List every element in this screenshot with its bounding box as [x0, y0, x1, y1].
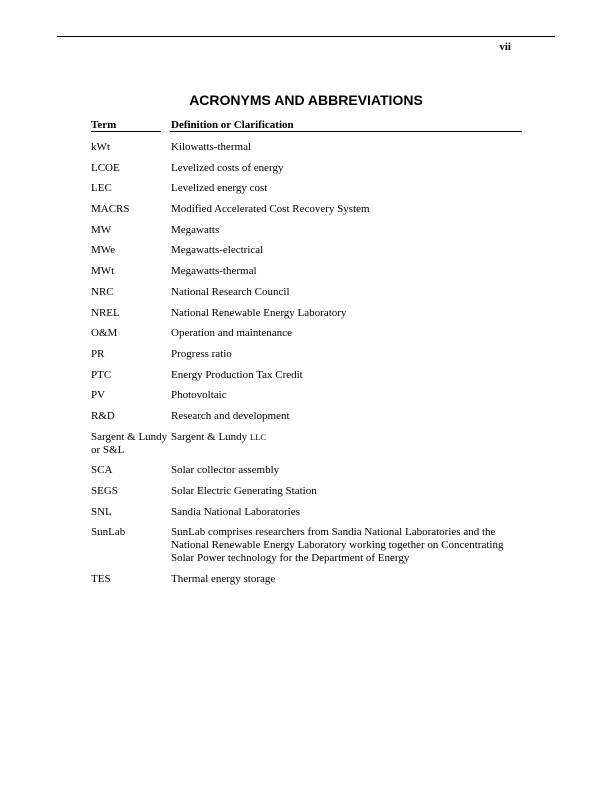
definition: Sandia National Laboratories	[171, 505, 300, 518]
list-item	[91, 431, 522, 457]
term: SNL	[91, 505, 112, 518]
definition: Megawatts-electrical	[171, 244, 264, 257]
list-item	[91, 203, 522, 216]
page-title: ACRONYMS AND ABBREVIATIONS	[189, 92, 423, 108]
term: MWt	[91, 265, 115, 278]
list-item	[91, 141, 522, 154]
term: Sargent & Lundy or S&L	[91, 430, 168, 456]
term: LEC	[91, 182, 112, 195]
term: MW	[91, 223, 112, 236]
definition: Megawatts-thermal	[171, 265, 257, 278]
definition: Research and development	[171, 409, 290, 422]
list-item	[91, 182, 522, 195]
definition: Solar collector assembly	[171, 464, 280, 477]
list-item	[91, 348, 522, 361]
term: TES	[91, 573, 111, 586]
term: MWe	[91, 244, 116, 257]
list-item	[91, 464, 522, 477]
term: NRC	[91, 285, 114, 298]
term-header-underline	[91, 131, 161, 132]
term: MACRS	[91, 203, 130, 216]
definition-header-underline	[170, 131, 522, 132]
term: SunLab	[91, 526, 126, 539]
list-item	[91, 244, 522, 257]
term: O&M	[91, 327, 118, 340]
list-item	[91, 224, 522, 237]
list-item	[91, 307, 522, 320]
definition-suffix: LLC	[249, 431, 266, 442]
header-rule	[57, 36, 555, 37]
term: LCOE	[91, 161, 120, 174]
definition: National Research Council	[171, 285, 290, 298]
list-item	[91, 526, 522, 565]
list-item	[91, 506, 522, 519]
acronym-list	[91, 141, 522, 594]
column-header-definition: Definition or Clarification	[171, 119, 294, 131]
list-item	[91, 286, 522, 299]
definition-text: Sargent & Lundy	[171, 430, 248, 443]
definition: Progress ratio	[171, 347, 232, 360]
definition: Photovoltaic	[171, 389, 227, 402]
term: kWt	[91, 141, 110, 153]
list-item	[91, 485, 522, 498]
term: SCA	[91, 464, 113, 477]
definition: Thermal energy storage	[171, 573, 276, 586]
term: PR	[91, 347, 105, 360]
definition: Megawatts	[171, 223, 220, 236]
definition: Modified Accelerated Cost Recovery System	[171, 203, 370, 216]
list-item	[91, 389, 522, 402]
definition: Operation and maintenance	[171, 327, 292, 340]
term: R&D	[91, 409, 115, 422]
column-header-term: Term	[91, 119, 117, 131]
term: PTC	[91, 368, 112, 381]
list-item	[91, 410, 522, 423]
list-item	[91, 369, 522, 382]
page-number: vii	[499, 41, 511, 53]
list-item	[91, 265, 522, 278]
definition: Levelized costs of energy	[171, 161, 284, 174]
definition: SunLab comprises researchers from Sandia National Laboratories and the National Renewable Energy Laboratory working together on Concentrating Solar Power technology for the Department of Energy	[171, 526, 504, 565]
term: PV	[91, 389, 106, 402]
definition: Energy Production Tax Credit	[171, 368, 303, 381]
list-item	[91, 327, 522, 340]
definition: Levelized energy cost	[171, 182, 268, 195]
term: NREL	[91, 306, 120, 319]
definition: National Renewable Energy Laboratory	[171, 306, 347, 319]
list-item	[91, 162, 522, 175]
definition: Solar Electric Generating Station	[171, 485, 317, 497]
definition	[171, 431, 522, 457]
list-item	[91, 573, 522, 586]
term: SEGS	[91, 485, 118, 497]
definition: Kilowatts-thermal	[171, 141, 252, 153]
